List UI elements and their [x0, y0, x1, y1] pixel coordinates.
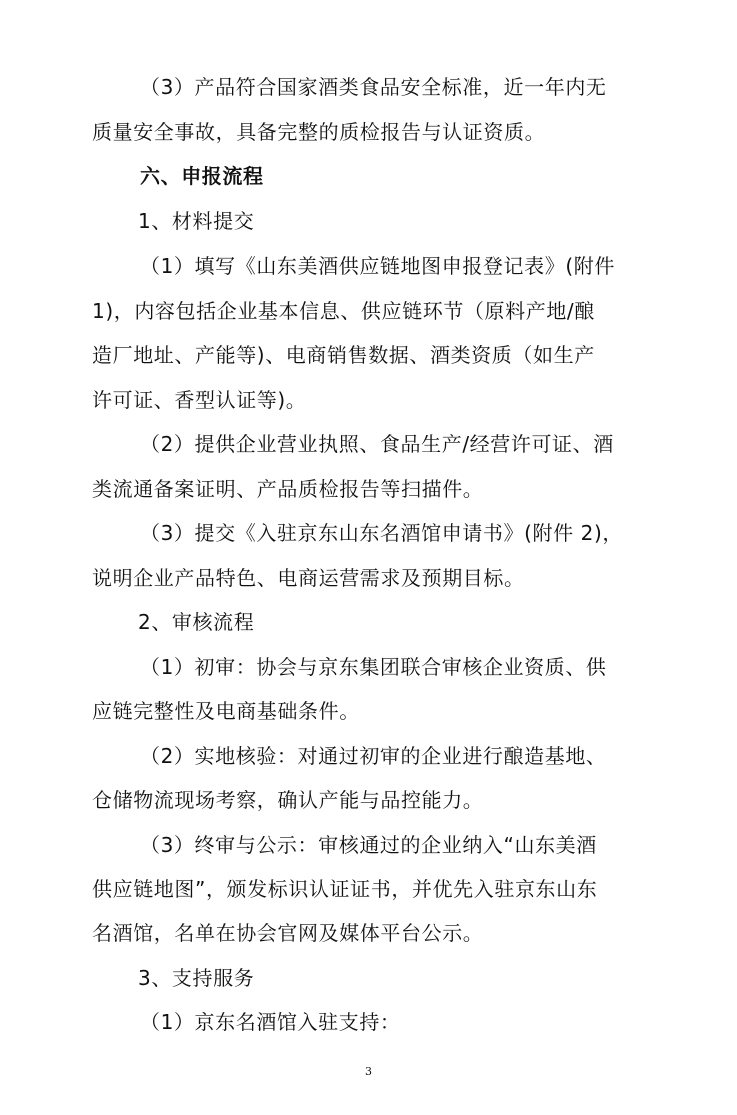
subsection-heading: 1、材料提交	[138, 209, 255, 233]
paragraph-line: 类流通备案证明、产品质检报告等扫描件。	[92, 477, 484, 501]
paragraph-line: （2）提供企业营业执照、食品生产/经营许可证、酒	[140, 432, 614, 456]
page-number: 3	[365, 1065, 372, 1078]
paragraph-line: 供应链地图”，颁发标识认证证书，并优先入驻京东山东	[92, 877, 598, 901]
subsection-heading: 3、支持服务	[138, 966, 255, 990]
section-heading: 六、申报流程	[140, 164, 264, 188]
paragraph-line: 质量安全事故，具备完整的质检报告与认证资质。	[92, 120, 546, 144]
paragraph-line: （3）提交《入驻京东山东名酒馆申请书》(附件 2)，	[140, 521, 624, 545]
paragraph-line: （2）实地核验：对通过初审的企业进行酿造基地、	[140, 744, 607, 768]
paragraph-line: （3）产品符合国家酒类食品安全标准，近一年内无	[140, 75, 607, 99]
paragraph-line: 许可证、香型认证等)。	[92, 388, 307, 412]
paragraph-line: 1)，内容包括企业基本信息、供应链环节（原料产地/酿	[92, 299, 595, 323]
paragraph-line: 名酒馆，名单在协会官网及媒体平台公示。	[92, 921, 484, 945]
paragraph-line: 应链完整性及电商基础条件。	[92, 699, 360, 723]
paragraph-line: 造厂地址、产能等)、电商销售数据、酒类资质（如生产	[92, 343, 595, 367]
subsection-heading: 2、审核流程	[138, 610, 255, 634]
paragraph-line: 说明企业产品特色、电商运营需求及预期目标。	[92, 566, 525, 590]
paragraph-line: （3）终审与公示：审核通过的企业纳入“山东美酒	[140, 833, 597, 857]
paragraph-line: （1）京东名酒馆入驻支持：	[140, 1010, 401, 1034]
paragraph-line: （1）填写《山东美酒供应链地图申报登记表》(附件	[140, 254, 615, 278]
paragraph-line: （1）初审：协会与京东集团联合审核企业资质、供	[140, 655, 607, 679]
paragraph-line: 仓储物流现场考察，确认产能与品控能力。	[92, 788, 484, 812]
